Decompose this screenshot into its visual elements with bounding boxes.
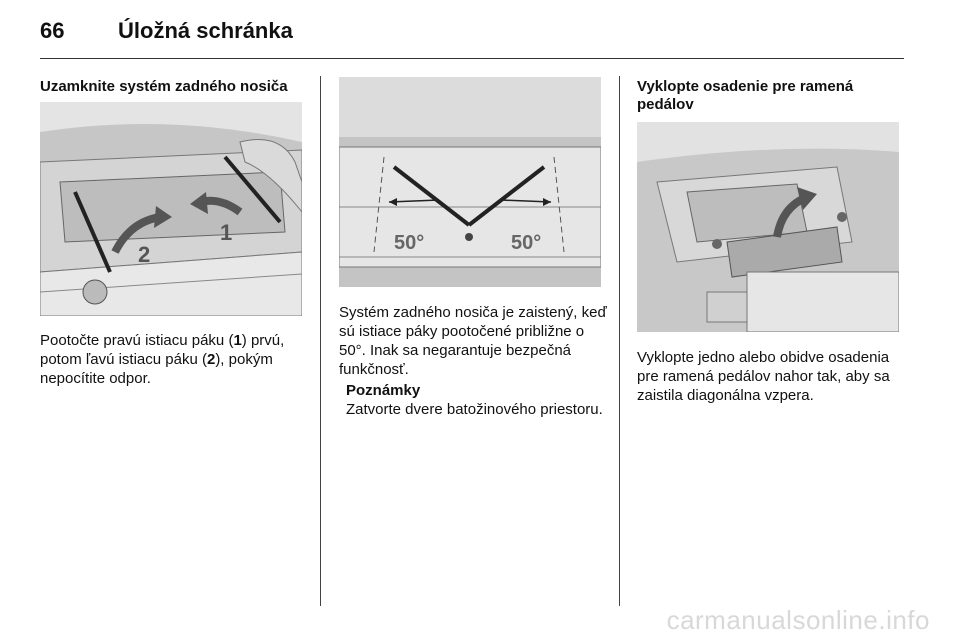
page-title: Úložná schránka: [118, 18, 293, 43]
column-divider-2: [619, 76, 620, 606]
figure-pedal-arm-mount: [637, 122, 899, 332]
column-divider-1: [320, 76, 321, 606]
carrier-secured-text: Systém zadného nosiča je zaistený, keď sú istiace páky pootočené približne o 50°. Inak sa negarantuje bezpečná funkčnosť.: [339, 304, 607, 378]
text-segment: ), pokým nepocítite odpor.: [40, 351, 273, 387]
text-segment: Pootočte pravú istiacu páku (: [40, 332, 234, 349]
note-text: Zatvorte dvere batožinového priestoru.: [346, 401, 603, 418]
lock-levers-illustration: [40, 102, 302, 316]
instruction-lock-text: [40, 331, 312, 388]
angle-label-left: 50°: [394, 232, 425, 254]
section-heading-pedal-arms: Vyklopte osadenie pre ramená pedálov: [637, 78, 854, 113]
reference-2: 2: [206, 351, 216, 368]
page-number: 66: [40, 18, 65, 43]
lever-angles-illustration: [339, 77, 601, 287]
figure-lever-angles: [339, 77, 601, 287]
note-block: [346, 381, 608, 419]
note-title: Poznámky: [346, 382, 421, 399]
page-header: [0, 0, 960, 62]
section-heading-lock-carrier: Uzamknite systém zadného nosiča: [40, 78, 288, 95]
pedal-arm-illustration: [637, 122, 899, 332]
figure-lock-levers: [40, 102, 302, 316]
header-divider: [40, 58, 904, 59]
callout-1: 1: [220, 220, 233, 245]
text-segment: ) prvú, potom ľavú istiacu páku (: [40, 332, 285, 368]
angle-label-right: 50°: [511, 232, 542, 254]
pedal-arm-text: Vyklopte jedno alebo obidve osadenia pre ramená pedálov nahor tak, aby sa zaistila diagonálna vzpera.: [637, 349, 890, 404]
watermark: carmanualsonline.info: [666, 605, 930, 635]
callout-2: 2: [138, 242, 151, 267]
reference-1: 1: [233, 332, 242, 349]
